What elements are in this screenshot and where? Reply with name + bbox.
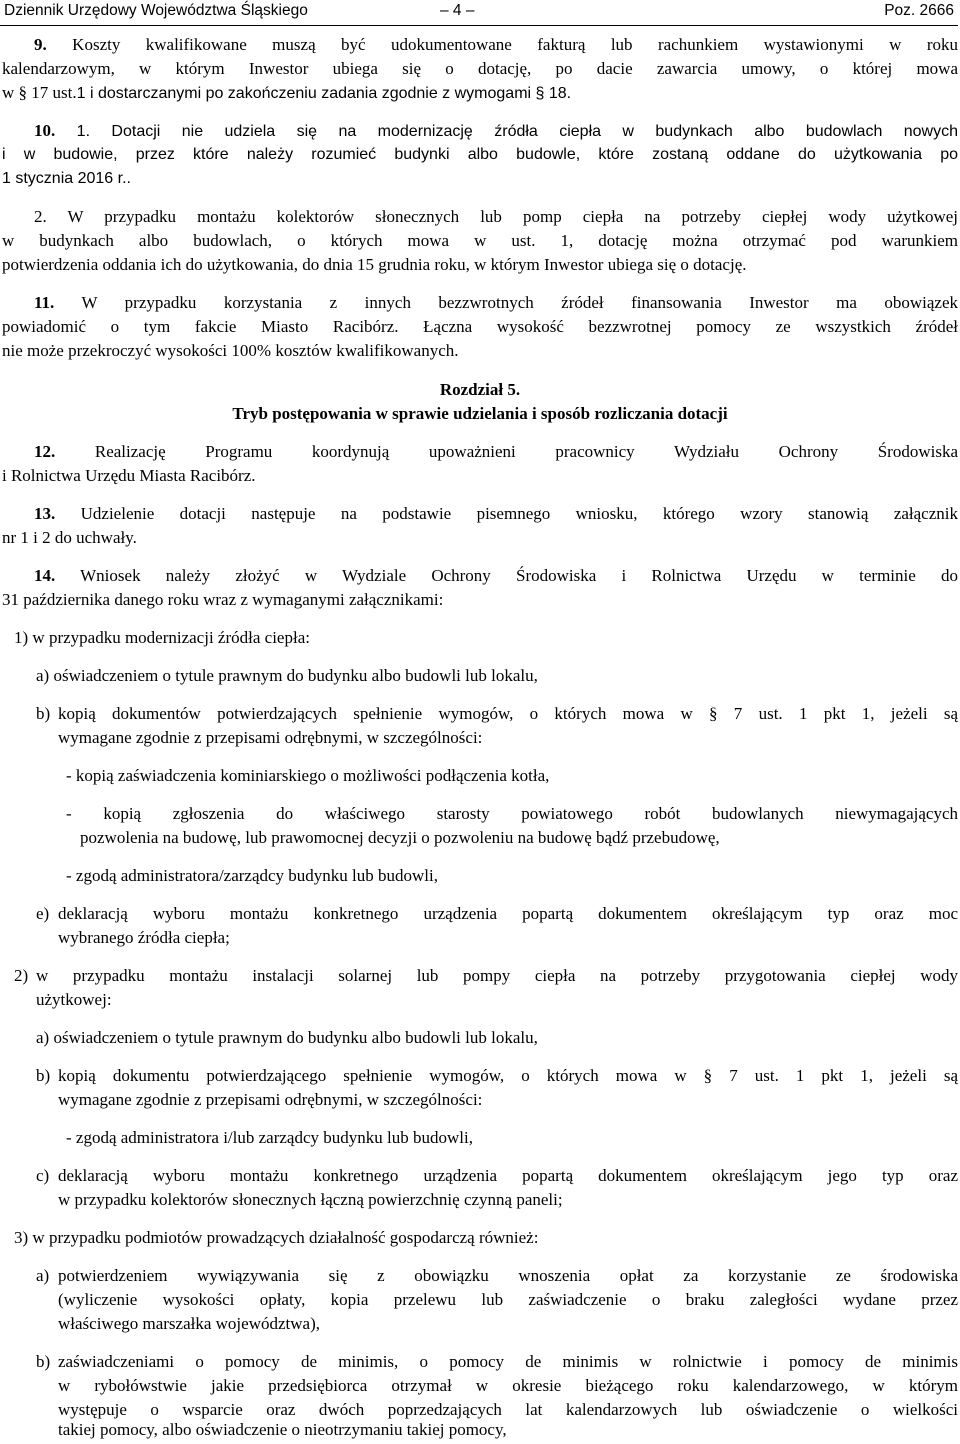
section-number: 14. xyxy=(34,566,56,585)
list-item: kopią dokumentu potwierdzającego spełnienie wymogów, o których mowa w § 7 ust. 1 pkt 1, jeżeli są xyxy=(58,1066,958,1085)
section-number: 13. xyxy=(34,504,56,523)
page-header xyxy=(0,0,958,26)
text-line: 2. W przypadku montażu kolektorów słonecznych lub pomp ciepła na potrzeby ciepłej wody użytkowej xyxy=(34,207,958,226)
list-item: kopią dokumentów potwierdzających spełnienie wymogów, o których mowa w § 7 ust. 1 pkt 1, jeżeli są xyxy=(58,704,958,723)
list-item: potwierdzeniem wywiązywania się z obowiązku wnoszenia opłat za korzystanie ze środowiska xyxy=(58,1266,958,1285)
text-line: kalendarzowym, w którym Inwestor ubiega się o dotację, po dacie zawarcia umowy, o której mowa xyxy=(2,59,958,78)
text-line: W przypadku korzystania z innych bezzwrotnych źródeł finansowania Inwestor ma obowiązek xyxy=(81,293,958,312)
list-item: użytkowej: xyxy=(36,990,112,1009)
list-item: deklaracją wyboru montażu konkretnego urządzenia popartą dokumentem określającym jego typ oraz xyxy=(58,1166,958,1185)
text-line: 1. Dotacji nie udziela się na modernizację źródła ciepła w budynkach albo budowlach nowych xyxy=(76,123,959,140)
list-item: pozwolenia na budowę, lub prawomocnej decyzji o pozwoleniu na budowę bądź przebudowę, xyxy=(80,828,720,847)
text-line: nie może przekroczyć wysokości 100% kosztów kwalifikowanych. xyxy=(2,341,459,360)
list-item: a) oświadczeniem o tytule prawnym do budynku albo budowli lub lokalu, xyxy=(36,666,538,685)
list-item: - zgodą administratora/zarządcy budynku lub budowli, xyxy=(66,866,438,885)
list-label: 2) xyxy=(14,966,29,985)
section-number: 10. xyxy=(34,121,56,140)
text-line: 31 października danego roku wraz z wymaganymi załącznikami: xyxy=(2,590,444,609)
list-item: takiej pomocy, albo oświadczenie o nieotrzymaniu takiej pomocy, xyxy=(58,1420,507,1439)
text-line: Wniosek należy złożyć w Wydziale Ochrony Środowiska i Rolnictwa Urzędu w terminie do xyxy=(80,566,958,585)
text-line: 1 stycznia 2016 r.. xyxy=(2,170,131,187)
text-line: nr 1 i 2 do uchwały. xyxy=(2,528,137,547)
chapter-label: Rozdział 5. xyxy=(439,380,521,399)
list-item: 3) w przypadku podmiotów prowadzących działalność gospodarczą również: xyxy=(14,1228,539,1247)
list-item: występuje o wsparcie oraz dwóch poprzedzających lat kalendarzowych lub oświadczenie o wielkości xyxy=(58,1400,958,1419)
journal-title: Dziennik Urzędowy Województwa Śląskiego xyxy=(4,2,308,19)
list-item: właściwego marszałka województwa), xyxy=(58,1314,320,1333)
position-number: Poz. 2666 xyxy=(884,2,954,19)
list-item: w rybołówstwie jakie przedsiębiorca otrzymał w okresie bieżącego roku kalendarzowego, w którym xyxy=(58,1376,958,1395)
list-item: - kopią zaświadczenia kominiarskiego o możliwości podłączenia kotła, xyxy=(66,766,550,785)
text-line: Udzielenie dotacji następuje na podstawie pisemnego wniosku, którego wzory stanowią załącznik xyxy=(80,504,959,523)
text-line: Koszty kwalifikowane muszą być udokumentowane fakturą lub rachunkiem wystawionymi w roku xyxy=(72,35,958,54)
text-line: w § 17 ust. xyxy=(2,83,77,102)
list-item: - zgodą administratora i/lub zarządcy budynku lub budowli, xyxy=(66,1128,473,1147)
list-item: w przypadku montażu instalacji solarnej lub pompy ciepła na potrzeby przygotowania ciepłej wody xyxy=(36,966,958,985)
page-number: – 4 – xyxy=(440,2,475,19)
text-line: powiadomić o tym fakcie Miasto Racibórz. Łączna wysokość bezzwrotnej pomocy ze wszystkich źródeł xyxy=(2,317,958,336)
list-item: 1) w przypadku modernizacji źródła ciepła: xyxy=(14,628,310,647)
section-number: 11. xyxy=(34,293,55,312)
chapter-title: Tryb postępowania w sprawie udzielania i sposób rozliczania dotacji xyxy=(232,404,728,423)
list-label: e) xyxy=(36,904,50,923)
list-item: a) oświadczeniem o tytule prawnym do budynku albo budowli lub lokalu, xyxy=(36,1028,538,1047)
list-item: wymagane zgodnie z przepisami odrębnymi, w szczególności: xyxy=(58,1090,483,1109)
list-label: c) xyxy=(36,1166,50,1185)
text-line: potwierdzenia oddania ich do użytkowania, do dnia 15 grudnia roku, w którym Inwestor ubiega się o dotację. xyxy=(2,255,747,274)
text-line: 1 i dostarczanymi po zakończeniu zadania zgodnie z wymogami § 18. xyxy=(76,85,572,102)
list-label: a) xyxy=(36,1266,50,1285)
list-label: b) xyxy=(36,704,51,723)
list-label: b) xyxy=(36,1066,51,1085)
list-item: zaświadczeniami o pomocy de minimis, o pomocy de minimis w rolnictwie i pomocy de minimis xyxy=(58,1352,958,1371)
text-line: Realizację Programu koordynują upoważnieni pracownicy Wydziału Ochrony Środowiska xyxy=(94,442,958,461)
text-line: i w budowie, przez które należy rozumieć budynki albo budowle, które zostaną oddane do użytkowania po xyxy=(2,146,958,163)
text-line: w budynkach albo budowlach, o których mowa w ust. 1, dotację można otrzymać pod warunkiem xyxy=(2,231,958,250)
section-number: 9. xyxy=(34,35,47,54)
list-item: deklaracją wyboru montażu konkretnego urządzenia popartą dokumentem określającym typ oraz moc xyxy=(58,904,958,923)
list-item: w przypadku kolektorów słonecznych łączną powierzchnię czynną paneli; xyxy=(58,1190,563,1209)
list-item: - kopią zgłoszenia do właściwego starosty powiatowego robót budowlanych niewymagających xyxy=(66,804,958,823)
list-item: wybranego źródła ciepła; xyxy=(58,928,230,947)
list-item: (wyliczenie wysokości opłaty, kopia przelewu lub zaświadczenie o braku zaległości wydane przez xyxy=(58,1290,958,1309)
section-number: 12. xyxy=(34,442,56,461)
text-line: i Rolnictwa Urzędu Miasta Racibórz. xyxy=(2,466,256,485)
list-item: wymagane zgodnie z przepisami odrębnymi, w szczególności: xyxy=(58,728,483,747)
list-label: b) xyxy=(36,1352,51,1371)
